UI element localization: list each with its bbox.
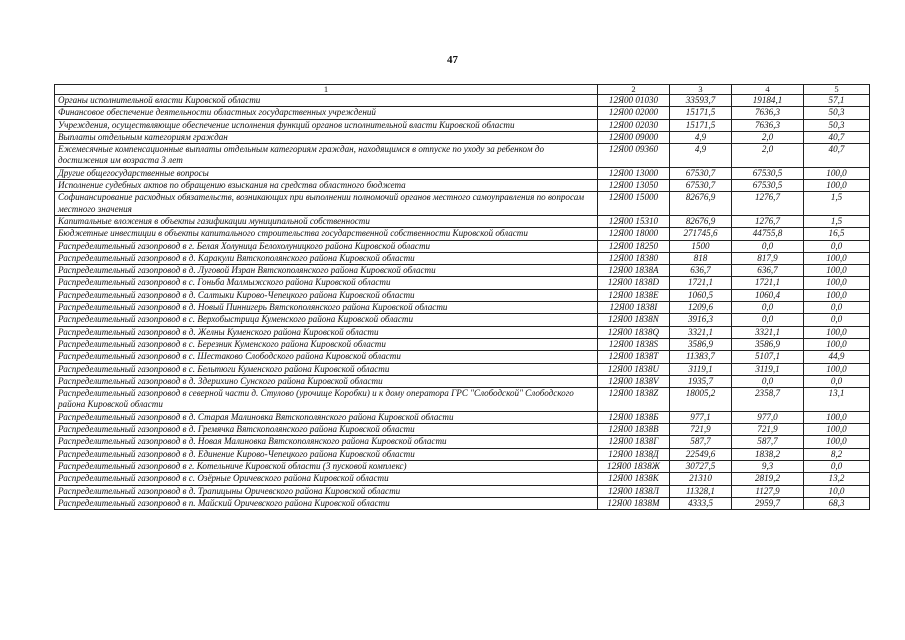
row-value-actual: 67530,5: [732, 180, 804, 192]
row-value-plan: 15171,5: [670, 107, 732, 119]
row-value-actual: 0,0: [732, 240, 804, 252]
row-code: 12Я00 01030: [598, 95, 670, 107]
table-row: [55, 326, 870, 338]
row-value-actual: 587,7: [732, 436, 804, 448]
row-name: Распределительный газопровод в д. Салтыки Кирово-Чепецкого района Кировской области: [55, 289, 598, 301]
row-value-actual: 1127,9: [732, 485, 804, 497]
table-row: [55, 240, 870, 252]
row-code: 12Я00 15310: [598, 215, 670, 227]
row-value-actual: 19184,1: [732, 95, 804, 107]
row-code: 12Я00 1838I: [598, 302, 670, 314]
row-name: Распределительный газопровод в с. Шестаково Слободского района Кировской области: [55, 351, 598, 363]
header-col-1: 1: [55, 85, 598, 95]
row-value-plan: 1060,5: [670, 289, 732, 301]
row-percent: 100,0: [804, 289, 870, 301]
table-row: [55, 473, 870, 485]
row-value-actual: 2,0: [732, 131, 804, 143]
row-code: 12Я00 02000: [598, 107, 670, 119]
row-name: Софинансирование расходных обязательств, возникающих при выполнении полномочий органов местного самоуправления по вопросам местного значения: [55, 192, 598, 216]
row-value-actual: 817,9: [732, 252, 804, 264]
row-value-plan: 67530,7: [670, 167, 732, 179]
row-code: 12Я00 1838Q: [598, 326, 670, 338]
row-name: Распределительный газопровод в д. Луговой Изран Вятскополянского района Кировской области: [55, 265, 598, 277]
row-value-actual: 67530,5: [732, 167, 804, 179]
row-code: 12Я00 09360: [598, 144, 670, 168]
row-code: 12Я00 13050: [598, 180, 670, 192]
row-percent: 100,0: [804, 436, 870, 448]
row-name: Капитальные вложения в объекты газификации муниципальной собственности: [55, 215, 598, 227]
row-name: Распределительный газопровод в д. Здерихино Сунского района Кировской области: [55, 375, 598, 387]
row-value-plan: 4333,5: [670, 497, 732, 509]
row-name: Распределительный газопровод в с. Гоньба Малмыжского района Кировской области: [55, 277, 598, 289]
row-percent: 100,0: [804, 363, 870, 375]
header-col-4: 4: [732, 85, 804, 95]
table-row: [55, 424, 870, 436]
row-percent: 1,5: [804, 215, 870, 227]
row-name: Распределительный газопровод в д. Новая Малиновка Вятскополянского района Кировской области: [55, 436, 598, 448]
row-name: Ежемесячные компенсационные выплаты отдельным категориям граждан, находящимся в отпуске по уходу за ребенком до достижения им возраста 3 лет: [55, 144, 598, 168]
row-code: 12Я00 1838Б: [598, 411, 670, 423]
row-value-actual: 721,9: [732, 424, 804, 436]
row-value-actual: 1721,1: [732, 277, 804, 289]
row-code: 12Я00 1838М: [598, 497, 670, 509]
row-value-plan: 721,9: [670, 424, 732, 436]
row-code: 12Я00 09000: [598, 131, 670, 143]
row-percent: 68,3: [804, 497, 870, 509]
row-code: 12Я00 1838S: [598, 338, 670, 350]
row-value-actual: 9,3: [732, 460, 804, 472]
row-value-actual: 0,0: [732, 302, 804, 314]
row-code: 12Я00 1838V: [598, 375, 670, 387]
table-row: [55, 131, 870, 143]
row-value-actual: 3119,1: [732, 363, 804, 375]
row-value-plan: 82676,9: [670, 215, 732, 227]
row-code: 12Я00 18380: [598, 252, 670, 264]
row-percent: 100,0: [804, 338, 870, 350]
row-percent: 100,0: [804, 167, 870, 179]
header-col-5: 5: [804, 85, 870, 95]
table-row: [55, 411, 870, 423]
table-row: [55, 351, 870, 363]
table-row: [55, 375, 870, 387]
row-percent: 100,0: [804, 326, 870, 338]
row-percent: 0,0: [804, 240, 870, 252]
row-code: 12Я00 15000: [598, 192, 670, 216]
row-percent: 0,0: [804, 302, 870, 314]
table-body: [55, 95, 870, 510]
row-value-plan: 1209,6: [670, 302, 732, 314]
row-code: 12Я00 1838E: [598, 289, 670, 301]
table-row: [55, 144, 870, 168]
row-value-plan: 15171,5: [670, 119, 732, 131]
table-row: [55, 107, 870, 119]
row-value-plan: 33593,7: [670, 95, 732, 107]
row-name: Распределительный газопровод в д. Каракули Вятскополянского района Кировской области: [55, 252, 598, 264]
table-row: [55, 289, 870, 301]
row-value-actual: 3321,1: [732, 326, 804, 338]
row-name: Распределительный газопровод в с. Бельтюги Куменского района Кировской области: [55, 363, 598, 375]
row-code: 12Я00 1838D: [598, 277, 670, 289]
row-percent: 13,1: [804, 388, 870, 412]
table-row: [55, 192, 870, 216]
row-value-plan: 67530,7: [670, 180, 732, 192]
table-row: [55, 388, 870, 412]
row-percent: 16,5: [804, 228, 870, 240]
row-code: 12Я00 18250: [598, 240, 670, 252]
page-number: 47: [447, 54, 458, 66]
row-percent: 40,7: [804, 131, 870, 143]
row-name: Распределительный газопровод в д. Гремячка Вятскополянского района Кировской области: [55, 424, 598, 436]
table-row: [55, 265, 870, 277]
row-code: 12Я00 1838К: [598, 473, 670, 485]
table-row: [55, 363, 870, 375]
row-value-actual: 1276,7: [732, 215, 804, 227]
row-value-actual: 0,0: [732, 375, 804, 387]
table-header: [55, 85, 870, 95]
row-value-plan: 11328,1: [670, 485, 732, 497]
row-value-plan: 18005,2: [670, 388, 732, 412]
row-value-actual: 2358,7: [732, 388, 804, 412]
row-percent: 40,7: [804, 144, 870, 168]
row-percent: 57,1: [804, 95, 870, 107]
row-code: 12Я00 1838Л: [598, 485, 670, 497]
row-name: Распределительный газопровод в г. Белая Холуница Белохолуницкого района Кировской области: [55, 240, 598, 252]
row-name: Распределительный газопровод в п. Майский Оричевского района Кировской области: [55, 497, 598, 509]
header-row: [55, 85, 870, 95]
header-col-2: 2: [598, 85, 670, 95]
table-row: [55, 436, 870, 448]
row-name: Распределительный газопровод в г. Котельниче Кировской области (3 пусковой комплекс): [55, 460, 598, 472]
row-name: Распределительный газопровод в северной части д. Стулово (урочище Коробки) и к дому оператора ГРС "Слободской" Слободского района Кировской области: [55, 388, 598, 412]
row-percent: 100,0: [804, 265, 870, 277]
row-code: 12Я00 1838Z: [598, 388, 670, 412]
row-code: 12Я00 1838N: [598, 314, 670, 326]
table-row: [55, 302, 870, 314]
row-percent: 100,0: [804, 277, 870, 289]
row-percent: 100,0: [804, 252, 870, 264]
row-name: Распределительный газопровод в д. Трапицыны Оричевского района Кировской области: [55, 485, 598, 497]
table-row: [55, 180, 870, 192]
row-percent: 100,0: [804, 424, 870, 436]
row-code: 12Я00 1838В: [598, 424, 670, 436]
row-code: 12Я00 13000: [598, 167, 670, 179]
table-row: [55, 228, 870, 240]
row-value-actual: 636,7: [732, 265, 804, 277]
row-value-plan: 82676,9: [670, 192, 732, 216]
row-name: Распределительный газопровод в с. Березник Куменского района Кировской области: [55, 338, 598, 350]
row-value-plan: 271745,6: [670, 228, 732, 240]
row-name: Органы исполнительной власти Кировской области: [55, 95, 598, 107]
row-value-actual: 2,0: [732, 144, 804, 168]
row-name: Распределительный газопровод в д. Единение Кирово-Чепецкого района Кировской области: [55, 448, 598, 460]
table-row: [55, 485, 870, 497]
row-value-actual: 7636,3: [732, 107, 804, 119]
row-code: 12Я00 1838Ж: [598, 460, 670, 472]
row-name: Бюджетные инвестиции в объекты капитального строительства государственной собственности Кировской области: [55, 228, 598, 240]
row-value-plan: 3586,9: [670, 338, 732, 350]
row-percent: 100,0: [804, 180, 870, 192]
row-percent: 13,2: [804, 473, 870, 485]
row-name: Распределительный газопровод в д. Желны Куменского района Кировской области: [55, 326, 598, 338]
row-percent: 50,3: [804, 119, 870, 131]
row-name: Распределительный газопровод в с. Верхобыстрица Куменского района Кировской области: [55, 314, 598, 326]
row-value-plan: 4,9: [670, 144, 732, 168]
row-name: Распределительный газопровод в д. Старая Малиновка Вятскополянского района Кировской области: [55, 411, 598, 423]
row-value-plan: 3916,3: [670, 314, 732, 326]
row-value-plan: 818: [670, 252, 732, 264]
row-value-plan: 977,1: [670, 411, 732, 423]
row-percent: 0,0: [804, 375, 870, 387]
table-row: [55, 167, 870, 179]
row-value-plan: 636,7: [670, 265, 732, 277]
row-name: Исполнение судебных актов по обращению взыскания на средства областного бюджета: [55, 180, 598, 192]
table-row: [55, 95, 870, 107]
row-percent: 1,5: [804, 192, 870, 216]
budget-table: [54, 84, 870, 510]
row-value-actual: 7636,3: [732, 119, 804, 131]
row-percent: 0,0: [804, 460, 870, 472]
table-row: [55, 277, 870, 289]
row-code: 12Я00 1838U: [598, 363, 670, 375]
row-name: Распределительный газопровод в с. Озёрные Оричевского района Кировской области: [55, 473, 598, 485]
row-value-plan: 21310: [670, 473, 732, 485]
table-row: [55, 215, 870, 227]
row-percent: 100,0: [804, 411, 870, 423]
row-value-actual: 1838,2: [732, 448, 804, 460]
row-name: Финансовое обеспечение деятельности областных государственных учреждений: [55, 107, 598, 119]
row-value-plan: 1935,7: [670, 375, 732, 387]
row-value-actual: 5107,1: [732, 351, 804, 363]
row-name: Выплаты отдельным категориям граждан: [55, 131, 598, 143]
row-percent: 50,3: [804, 107, 870, 119]
row-value-plan: 1721,1: [670, 277, 732, 289]
row-value-plan: 3119,1: [670, 363, 732, 375]
row-value-plan: 1500: [670, 240, 732, 252]
table-row: [55, 314, 870, 326]
row-value-plan: 4,9: [670, 131, 732, 143]
row-name: Учреждения, осуществляющие обеспечение исполнения функций органов исполнительной власти Кировской области: [55, 119, 598, 131]
row-code: 12Я00 1838A: [598, 265, 670, 277]
row-value-plan: 30727,5: [670, 460, 732, 472]
row-code: 12Я00 1838Г: [598, 436, 670, 448]
row-percent: 8,2: [804, 448, 870, 460]
row-name: Другие общегосударственные вопросы: [55, 167, 598, 179]
row-code: 12Я00 1838Д: [598, 448, 670, 460]
row-value-actual: 44755,8: [732, 228, 804, 240]
row-value-actual: 0,0: [732, 314, 804, 326]
row-percent: 10,0: [804, 485, 870, 497]
table-row: [55, 460, 870, 472]
row-value-actual: 1276,7: [732, 192, 804, 216]
table-row: [55, 252, 870, 264]
row-code: 12Я00 1838T: [598, 351, 670, 363]
row-value-plan: 587,7: [670, 436, 732, 448]
row-value-actual: 977,0: [732, 411, 804, 423]
table-row: [55, 338, 870, 350]
header-col-3: 3: [670, 85, 732, 95]
row-value-actual: 3586,9: [732, 338, 804, 350]
row-name: Распределительный газопровод в д. Новый Пиннигерь Вятскополянского района Кировской области: [55, 302, 598, 314]
table-row: [55, 448, 870, 460]
row-value-plan: 11383,7: [670, 351, 732, 363]
table-row: [55, 497, 870, 509]
table-row: [55, 119, 870, 131]
row-code: 12Я00 18000: [598, 228, 670, 240]
row-code: 12Я00 02030: [598, 119, 670, 131]
row-value-actual: 2819,2: [732, 473, 804, 485]
row-value-plan: 22549,6: [670, 448, 732, 460]
row-value-actual: 2959,7: [732, 497, 804, 509]
row-value-actual: 1060,4: [732, 289, 804, 301]
row-percent: 44,9: [804, 351, 870, 363]
row-value-plan: 3321,1: [670, 326, 732, 338]
row-percent: 0,0: [804, 314, 870, 326]
